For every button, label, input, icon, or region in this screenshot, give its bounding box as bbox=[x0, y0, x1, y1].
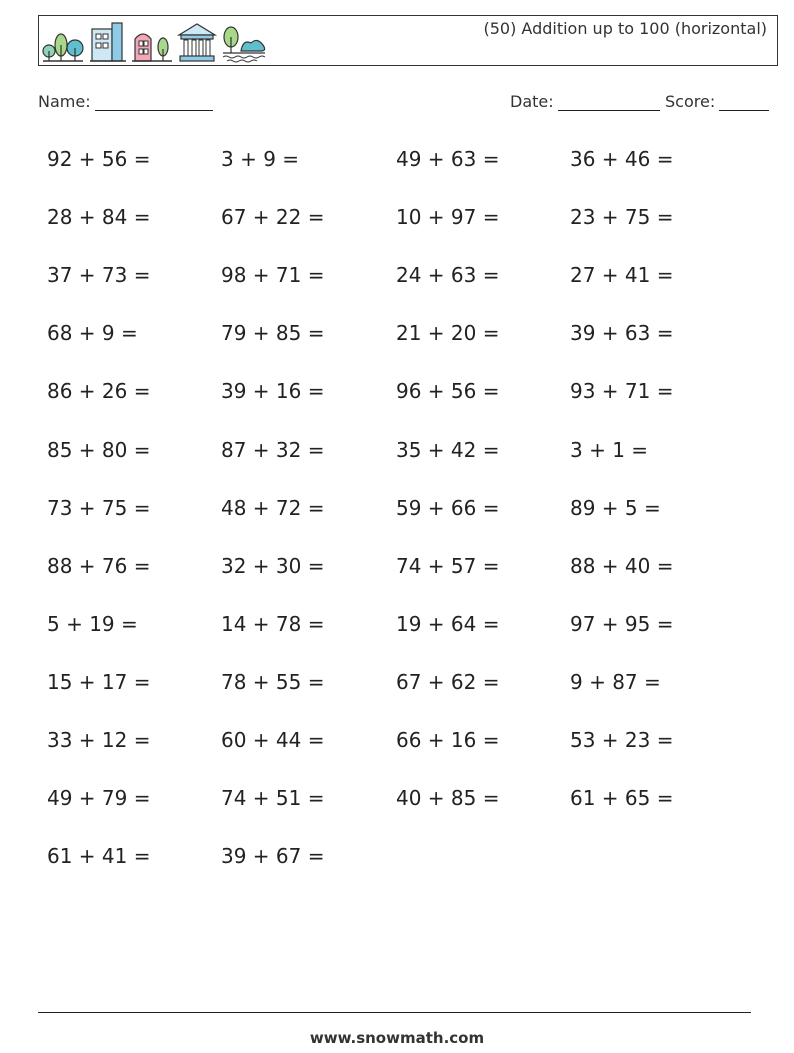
problem-item: 39 + 67 = bbox=[221, 844, 325, 869]
footer-divider bbox=[38, 1012, 751, 1013]
problem-item: 93 + 71 = bbox=[570, 379, 674, 404]
problem-item: 21 + 20 = bbox=[396, 321, 500, 346]
date-blank[interactable] bbox=[558, 94, 660, 111]
problem-item: 92 + 56 = bbox=[47, 147, 151, 171]
problem-item: 89 + 5 = bbox=[570, 495, 661, 520]
problem-item: 5 + 19 = bbox=[47, 611, 138, 636]
problem-item: 96 + 56 = bbox=[396, 379, 500, 404]
problem-item: 87 + 32 = bbox=[221, 437, 325, 462]
problem-item: 39 + 63 = bbox=[570, 321, 674, 346]
problem-item: 27 + 41 = bbox=[570, 263, 674, 288]
problem-item: 39 + 16 = bbox=[221, 379, 325, 404]
park-icon bbox=[221, 25, 267, 63]
problem-item: 24 + 63 = bbox=[396, 263, 500, 288]
problem-item: 14 + 78 = bbox=[221, 611, 325, 636]
date-label: Date: bbox=[510, 92, 554, 111]
worksheet-header bbox=[38, 15, 778, 66]
header-icons bbox=[41, 19, 267, 63]
score-blank[interactable] bbox=[719, 94, 769, 111]
problem-item: 33 + 12 = bbox=[47, 728, 151, 752]
problem-item: 23 + 75 = bbox=[570, 205, 674, 230]
problem-item: 67 + 62 = bbox=[396, 669, 500, 694]
problem-item: 15 + 17 = bbox=[47, 669, 151, 694]
problem-item: 40 + 85 = bbox=[396, 786, 500, 811]
problem-item: 86 + 26 = bbox=[47, 379, 151, 404]
problem-item: 88 + 76 = bbox=[47, 553, 151, 578]
score-field bbox=[665, 92, 769, 111]
problem-item: 61 + 65 = bbox=[570, 786, 674, 811]
problem-item: 68 + 9 = bbox=[47, 321, 138, 346]
problem-item: 32 + 30 = bbox=[221, 553, 325, 578]
name-field bbox=[38, 92, 213, 111]
problem-item: 67 + 22 = bbox=[221, 205, 325, 230]
problem-item: 61 + 41 = bbox=[47, 844, 151, 869]
problem-item: 79 + 85 = bbox=[221, 321, 325, 346]
worksheet-title: (50) Addition up to 100 (horizontal) bbox=[483, 19, 767, 38]
problem-item: 35 + 42 = bbox=[396, 437, 500, 462]
problem-item: 49 + 63 = bbox=[396, 147, 500, 171]
problem-item: 66 + 16 = bbox=[396, 728, 500, 752]
problem-item: 97 + 95 = bbox=[570, 611, 674, 636]
problem-item: 59 + 66 = bbox=[396, 495, 500, 520]
problem-item: 3 + 9 = bbox=[221, 147, 300, 171]
problem-item: 37 + 73 = bbox=[47, 263, 151, 288]
trees-icon bbox=[41, 33, 85, 63]
problem-item: 3 + 1 = bbox=[570, 437, 649, 462]
problem-item: 98 + 71 = bbox=[221, 263, 325, 288]
problem-item: 49 + 79 = bbox=[47, 786, 151, 811]
problem-item: 19 + 64 = bbox=[396, 611, 500, 636]
building-icon bbox=[89, 21, 127, 63]
problem-item: 53 + 23 = bbox=[570, 728, 674, 752]
problem-item: 74 + 57 = bbox=[396, 553, 500, 578]
problem-item: 74 + 51 = bbox=[221, 786, 325, 811]
name-blank[interactable] bbox=[95, 94, 213, 111]
date-field bbox=[510, 92, 660, 111]
problem-item: 60 + 44 = bbox=[221, 728, 325, 752]
problem-item: 36 + 46 = bbox=[570, 147, 674, 171]
problem-item: 28 + 84 = bbox=[47, 205, 151, 230]
house-icon bbox=[131, 27, 173, 63]
footer-url: www.snowmath.com bbox=[309, 1029, 485, 1047]
bank-icon bbox=[177, 21, 217, 63]
problem-item: 48 + 72 = bbox=[221, 495, 325, 520]
name-label: Name: bbox=[38, 92, 91, 111]
problem-item: 85 + 80 = bbox=[47, 437, 151, 462]
problem-item: 9 + 87 = bbox=[570, 669, 661, 694]
problem-item: 78 + 55 = bbox=[221, 669, 325, 694]
score-label: Score: bbox=[665, 92, 716, 111]
problem-item: 88 + 40 = bbox=[570, 553, 674, 578]
problem-item: 73 + 75 = bbox=[47, 495, 151, 520]
problem-item: 10 + 97 = bbox=[396, 205, 500, 230]
